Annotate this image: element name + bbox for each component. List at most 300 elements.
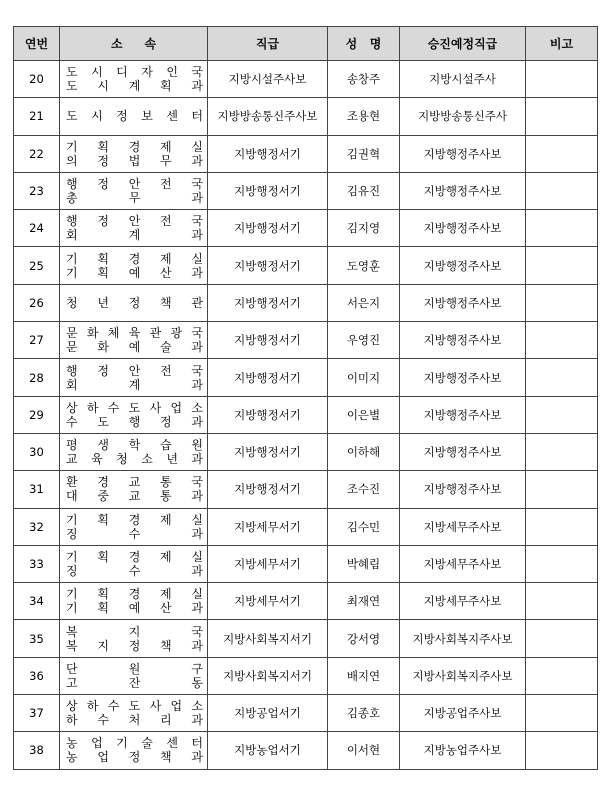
dept-lines (60, 471, 207, 507)
row-no: 31 (14, 471, 60, 508)
row-note (526, 545, 598, 582)
dept-char: 과 (191, 228, 203, 243)
row-dept (60, 98, 208, 135)
row-note (526, 396, 598, 433)
dept-line (66, 191, 203, 205)
row-promo: 지방방송통신주사 (400, 98, 526, 135)
row-grade: 지방사회복지서기 (208, 657, 328, 694)
dept-char: 광 (170, 326, 183, 341)
dept-char: 국 (191, 624, 203, 639)
row-no: 38 (14, 732, 60, 769)
dept-char: 국 (191, 65, 203, 80)
dept-char: 과 (191, 191, 203, 206)
row-no: 21 (14, 98, 60, 135)
dept-char: 터 (191, 109, 203, 124)
row-promo: 지방행정주사보 (400, 433, 526, 470)
row-promo: 지방세무주사보 (400, 545, 526, 582)
row-grade: 지방세무서기 (208, 508, 328, 545)
dept-lines (60, 620, 207, 656)
dept-lines (60, 136, 207, 172)
row-dept (60, 695, 208, 732)
table-row (14, 583, 598, 620)
table-row (14, 135, 598, 172)
row-promo: 지방행정주사보 (400, 359, 526, 396)
row-name: 김종호 (328, 695, 400, 732)
row-name: 이은별 (328, 396, 400, 433)
row-name: 강서영 (328, 620, 400, 657)
dept-lines (60, 61, 207, 97)
dept-char: 업 (97, 750, 109, 765)
dept-char: 평 (66, 438, 78, 453)
row-no: 32 (14, 508, 60, 545)
dept-char: 전 (160, 363, 172, 378)
dept-line (66, 475, 203, 489)
dept-char: 실 (191, 512, 203, 527)
row-name: 우영진 (328, 322, 400, 359)
dept-char: 고 (66, 675, 78, 690)
header-note: 비고 (526, 27, 598, 61)
row-grade: 지방공업서기 (208, 695, 328, 732)
dept-line (66, 564, 203, 578)
row-no: 24 (14, 210, 60, 247)
dept-char: 시 (97, 79, 109, 94)
header-promo: 승진예정직급 (400, 27, 526, 61)
dept-char: 국 (191, 475, 203, 490)
dept-lines (60, 695, 207, 731)
dept-char: 기 (66, 265, 78, 280)
dept-char: 처 (128, 713, 141, 728)
dept-lines (60, 173, 207, 209)
dept-char: 경 (128, 587, 141, 602)
promotion-table (13, 26, 598, 770)
dept-char: 잔 (128, 675, 141, 690)
dept-char: 도 (97, 414, 109, 429)
dept-line (66, 295, 203, 311)
dept-line (66, 364, 203, 378)
row-no: 34 (14, 583, 60, 620)
dept-char: 교 (128, 475, 141, 490)
dept-char: 책 (160, 295, 172, 310)
row-grade: 지방사회복지서기 (208, 620, 328, 657)
row-no: 35 (14, 620, 60, 657)
dept-char: 도 (66, 65, 78, 80)
dept-char: 기 (66, 139, 78, 154)
dept-char: 획 (97, 512, 109, 527)
dept-char: 정 (116, 109, 128, 124)
row-dept (60, 657, 208, 694)
dept-char: 예 (128, 265, 141, 280)
row-grade: 지방행정서기 (208, 359, 328, 396)
row-dept (60, 322, 208, 359)
dept-char: 과 (191, 638, 203, 653)
dept-char: 보 (141, 109, 153, 124)
dept-char: 수 (128, 564, 141, 578)
dept-char: 과 (191, 750, 203, 765)
row-name: 김권혁 (328, 135, 400, 172)
row-dept (60, 247, 208, 284)
dept-char: 과 (191, 265, 203, 280)
dept-char: 기 (66, 587, 78, 602)
row-grade: 지방행정서기 (208, 396, 328, 433)
dept-line (66, 378, 203, 392)
dept-char: 도 (128, 400, 141, 415)
row-no: 37 (14, 695, 60, 732)
row-name: 배지연 (328, 657, 400, 694)
table-row (14, 620, 598, 657)
dept-char: 산 (160, 265, 172, 280)
row-note (526, 247, 598, 284)
dept-char: 시 (91, 65, 103, 80)
table-body (14, 61, 598, 770)
dept-line (66, 601, 203, 615)
dept-char: 상 (66, 400, 78, 415)
row-grade: 지방시설주사보 (208, 61, 328, 98)
dept-char: 하 (66, 713, 78, 728)
dept-line (66, 252, 203, 266)
dept-char: 기 (66, 601, 78, 616)
row-note (526, 620, 598, 657)
dept-char: 실 (191, 550, 203, 564)
row-no: 28 (14, 359, 60, 396)
dept-char: 소 (191, 699, 203, 714)
row-promo: 지방행정주사보 (400, 322, 526, 359)
dept-char: 정 (128, 295, 141, 310)
dept-char: 실 (191, 251, 203, 266)
dept-char: 교 (128, 489, 141, 504)
header-name-char-1: 성 (345, 37, 358, 51)
dept-line (66, 326, 203, 340)
dept-char: 도 (66, 79, 78, 94)
dept-char: 청 (66, 295, 78, 310)
dept-line (66, 662, 203, 676)
row-dept (60, 61, 208, 98)
dept-lines (60, 285, 207, 321)
table-row (14, 433, 598, 470)
row-no: 26 (14, 284, 60, 321)
dept-char: 업 (170, 400, 183, 415)
dept-char: 하 (86, 699, 99, 714)
dept-lines (60, 509, 207, 545)
row-promo: 지방행정주사보 (400, 210, 526, 247)
row-grade: 지방방송통신주사보 (208, 98, 328, 135)
dept-char: 하 (86, 400, 99, 415)
row-note (526, 359, 598, 396)
table-row (14, 508, 598, 545)
row-name: 이미지 (328, 359, 400, 396)
table-row (14, 322, 598, 359)
row-dept (60, 583, 208, 620)
header-name (328, 27, 400, 61)
dept-char: 회 (66, 377, 78, 392)
dept-char: 농 (66, 736, 78, 751)
dept-char: 경 (128, 251, 141, 266)
row-grade: 지방행정서기 (208, 135, 328, 172)
dept-lines (60, 546, 207, 582)
dept-line (66, 699, 203, 713)
dept-char: 정 (97, 153, 109, 168)
dept-char: 통 (160, 475, 172, 490)
dept-char: 정 (97, 177, 109, 192)
dept-char: 의 (66, 153, 78, 168)
row-note (526, 471, 598, 508)
dept-char: 경 (128, 139, 141, 154)
table-row (14, 210, 598, 247)
dept-char: 기 (66, 251, 78, 266)
dept-char: 수 (128, 526, 141, 541)
dept-line (66, 340, 203, 354)
dept-char: 학 (128, 438, 141, 453)
dept-char: 농 (66, 750, 78, 765)
dept-char: 환 (66, 475, 78, 490)
row-dept (60, 284, 208, 321)
dept-char: 과 (191, 713, 203, 728)
dept-lines (60, 322, 207, 358)
dept-char: 책 (160, 750, 172, 765)
row-note (526, 695, 598, 732)
dept-char: 수 (66, 414, 78, 429)
dept-lines (60, 732, 207, 768)
row-grade: 지방행정서기 (208, 210, 328, 247)
dept-char: 경 (97, 475, 109, 490)
dept-char: 원 (191, 438, 203, 453)
dept-lines (60, 247, 207, 283)
row-dept (60, 620, 208, 657)
row-grade: 지방행정서기 (208, 172, 328, 209)
dept-char: 경 (128, 512, 141, 527)
row-note (526, 98, 598, 135)
row-note (526, 61, 598, 98)
dept-char: 예 (128, 340, 141, 355)
dept-line (66, 266, 203, 280)
row-promo: 지방사회복지주사보 (400, 620, 526, 657)
row-grade: 지방세무서기 (208, 545, 328, 582)
dept-line (66, 228, 203, 242)
row-name: 김지영 (328, 210, 400, 247)
row-note (526, 433, 598, 470)
dept-char: 정 (128, 638, 141, 653)
dept-char: 도 (66, 109, 78, 124)
row-dept (60, 732, 208, 769)
row-dept (60, 545, 208, 582)
dept-char: 국 (191, 326, 203, 341)
dept-char: 기 (66, 512, 78, 527)
row-grade: 지방세무서기 (208, 583, 328, 620)
row-grade: 지방행정서기 (208, 471, 328, 508)
row-note (526, 322, 598, 359)
row-note (526, 284, 598, 321)
dept-line (66, 65, 203, 79)
dept-char: 동 (191, 675, 203, 690)
dept-lines (60, 210, 207, 246)
row-no: 22 (14, 135, 60, 172)
row-name: 도영훈 (328, 247, 400, 284)
dept-char: 징 (66, 564, 78, 578)
dept-char: 전 (160, 177, 172, 192)
dept-char: 제 (160, 587, 172, 602)
dept-line (66, 736, 203, 750)
row-no: 27 (14, 322, 60, 359)
dept-line (66, 639, 203, 653)
row-promo: 지방행정주사보 (400, 247, 526, 284)
dept-char: 지 (97, 638, 109, 653)
row-name: 김수민 (328, 508, 400, 545)
dept-char: 경 (128, 550, 141, 564)
dept-char: 문 (66, 340, 78, 355)
dept-char: 사 (149, 699, 162, 714)
row-name: 최재연 (328, 583, 400, 620)
dept-line (66, 140, 203, 154)
row-promo: 지방세무주사보 (400, 583, 526, 620)
dept-char: 정 (160, 414, 172, 429)
row-note (526, 135, 598, 172)
dept-char: 과 (191, 153, 203, 168)
dept-char: 체 (107, 326, 120, 341)
row-promo: 지방행정주사보 (400, 284, 526, 321)
dept-lines (60, 359, 207, 395)
dept-char: 제 (160, 139, 172, 154)
dept-char: 단 (66, 661, 78, 676)
row-name: 서은지 (328, 284, 400, 321)
dept-char: 국 (191, 177, 203, 192)
header-grade: 직급 (208, 27, 328, 61)
dept-line (66, 79, 203, 93)
row-grade: 지방행정서기 (208, 322, 328, 359)
dept-char: 원 (128, 661, 141, 676)
dept-char: 교 (66, 452, 78, 467)
dept-char: 술 (141, 736, 153, 751)
dept-char: 획 (97, 601, 109, 616)
table-row (14, 545, 598, 582)
dept-char: 기 (116, 736, 128, 751)
dept-char: 회 (66, 228, 78, 243)
row-no: 30 (14, 433, 60, 470)
dept-char: 획 (97, 587, 109, 602)
dept-char: 총 (66, 191, 78, 206)
header-name-char-2: 명 (369, 37, 382, 51)
dept-char: 사 (149, 400, 162, 415)
dept-char: 과 (191, 564, 203, 578)
dept-line (66, 550, 203, 564)
dept-char: 구 (191, 661, 203, 676)
row-promo: 지방세무주사보 (400, 508, 526, 545)
dept-line (66, 214, 203, 228)
dept-char: 육 (128, 326, 141, 341)
dept-char: 과 (191, 601, 203, 616)
dept-char: 과 (191, 489, 203, 504)
dept-char: 화 (86, 326, 99, 341)
dept-char: 제 (160, 251, 172, 266)
dept-char: 무 (128, 191, 141, 206)
dept-char: 전 (160, 214, 172, 229)
row-promo: 지방공업주사보 (400, 695, 526, 732)
row-grade: 지방행정서기 (208, 433, 328, 470)
dept-char: 시 (91, 109, 103, 124)
dept-lines (60, 98, 207, 134)
dept-char: 술 (160, 340, 172, 355)
row-no: 36 (14, 657, 60, 694)
dept-char: 수 (107, 400, 120, 415)
row-promo: 지방농업주사보 (400, 732, 526, 769)
dept-char: 업 (91, 736, 103, 751)
row-no: 33 (14, 545, 60, 582)
dept-char: 행 (128, 414, 141, 429)
row-note (526, 657, 598, 694)
row-note (526, 172, 598, 209)
table-row (14, 657, 598, 694)
dept-char: 수 (97, 713, 109, 728)
row-grade: 지방행정서기 (208, 284, 328, 321)
dept-char: 정 (97, 214, 109, 229)
dept-line (66, 452, 203, 466)
dept-char: 법 (128, 153, 141, 168)
dept-char: 정 (97, 363, 109, 378)
table-row (14, 98, 598, 135)
row-no: 25 (14, 247, 60, 284)
table-row (14, 471, 598, 508)
dept-char: 제 (160, 550, 172, 564)
dept-char: 수 (107, 699, 120, 714)
dept-line (66, 489, 203, 503)
dept-char: 디 (116, 65, 128, 80)
dept-char: 상 (66, 699, 78, 714)
dept-lines (60, 658, 207, 694)
dept-line (66, 587, 203, 601)
row-dept (60, 135, 208, 172)
dept-char: 화 (97, 340, 109, 355)
dept-char: 통 (160, 489, 172, 504)
table-row (14, 247, 598, 284)
dept-char: 과 (191, 377, 203, 392)
row-dept (60, 396, 208, 433)
dept-char: 산 (160, 601, 172, 616)
dept-line (66, 513, 203, 527)
row-dept (60, 210, 208, 247)
dept-char: 국 (191, 214, 203, 229)
dept-char: 문 (66, 326, 78, 341)
dept-char: 실 (191, 139, 203, 154)
table-row (14, 732, 598, 769)
dept-line (66, 527, 203, 541)
dept-line (66, 108, 203, 124)
dept-line (66, 625, 203, 639)
dept-char: 년 (166, 452, 178, 467)
dept-line (66, 415, 203, 429)
dept-char: 실 (191, 587, 203, 602)
row-promo: 지방시설주사 (400, 61, 526, 98)
row-promo: 지방사회복지주사보 (400, 657, 526, 694)
row-name: 조용현 (328, 98, 400, 135)
dept-char: 정 (128, 750, 141, 765)
dept-lines (60, 397, 207, 433)
dept-line (66, 154, 203, 168)
dept-char: 도 (128, 699, 141, 714)
dept-char: 과 (191, 340, 203, 355)
dept-char: 기 (66, 550, 78, 564)
row-dept (60, 172, 208, 209)
header-dept-char-1: 소 (110, 37, 123, 51)
dept-char: 책 (160, 638, 172, 653)
row-grade: 지방농업서기 (208, 732, 328, 769)
header-dept (60, 27, 208, 61)
table-row (14, 396, 598, 433)
row-name: 박혜림 (328, 545, 400, 582)
row-note (526, 508, 598, 545)
dept-char: 육 (91, 452, 103, 467)
row-promo: 지방행정주사보 (400, 172, 526, 209)
dept-char: 업 (170, 699, 183, 714)
dept-char: 과 (191, 526, 203, 541)
dept-char: 예 (128, 601, 141, 616)
